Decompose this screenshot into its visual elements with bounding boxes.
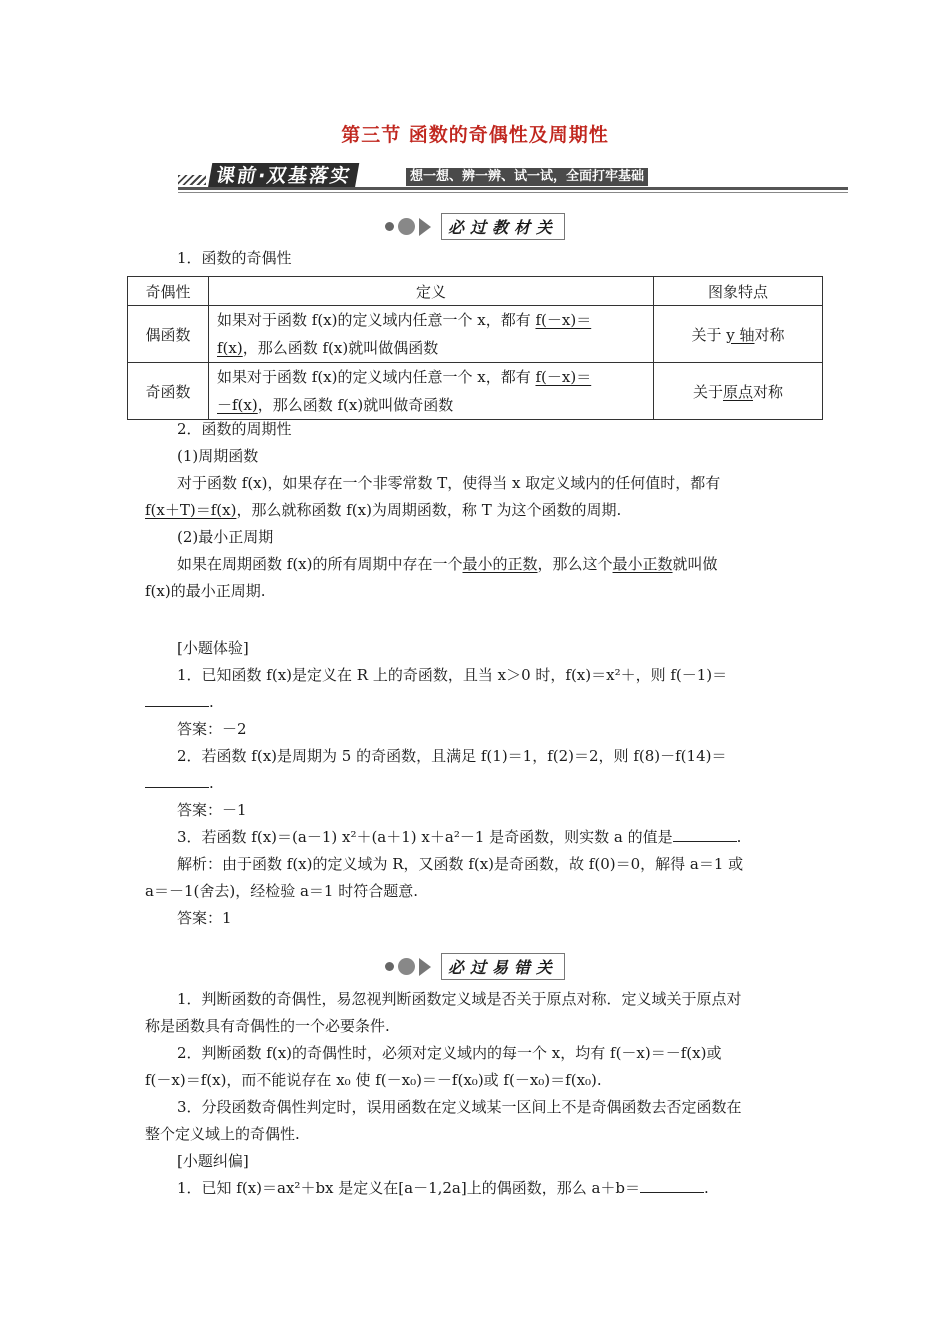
question-2-blank: . (145, 770, 810, 797)
answer-3: 答案：1 (177, 909, 232, 927)
bullet-circle-icon (398, 218, 415, 235)
section-header-textbook (0, 213, 950, 240)
bullet-circle-icon (398, 958, 415, 975)
subheading-parity: 1．函数的奇偶性 (177, 249, 292, 267)
table-header: 奇偶性 (128, 277, 209, 306)
arrow-right-icon (419, 218, 431, 236)
solution-3: 解析：由于函数 f(x)的定义域为 R，又函数 f(x)是奇函数，故 f(0)＝0，解得 a＝1 或 (177, 855, 744, 873)
table-cell-definition: 如果对于函数 f(x)的定义域内任意一个 x，都有 f(－x)＝ f(x)，那么函数 f(x)就叫做偶函数 (209, 306, 654, 363)
table-cell-definition: 如果对于函数 f(x)的定义域内任意一个 x，都有 f(－x)＝ －f(x)，那么函数 f(x)就叫做奇函数 (209, 363, 654, 420)
subheading-min-period: (2)最小正周期 (177, 528, 274, 546)
solution-3-cont: a＝－1(舍去)，经检验 a＝1 时符合题意. (145, 882, 418, 900)
answer-blank (640, 1178, 704, 1193)
table-row (128, 363, 823, 420)
paragraph-min-period-cont: f(x)的最小正周期. (145, 582, 266, 600)
pitfall-2: 2．判断函数 f(x)的奇偶性时，必须对定义域内的每一个 x，均有 f(－x)＝－f(x)或 (177, 1044, 722, 1062)
question-2: 2．若函数 f(x)是周期为 5 的奇函数，且满足 f(1)＝1，f(2)＝2，则 f(8)－f(14)＝ (177, 747, 727, 765)
pitfall-1: 1．判断函数的奇偶性，易忽视判断函数定义域是否关于原点对称．定义域关于原点对 (177, 990, 742, 1008)
page-title: 第三节 函数的奇偶性及周期性 (341, 124, 609, 146)
pitfall-2-cont: f(－x)＝f(x)，而不能说存在 x₀ 使 f(－x₀)＝－f(x₀)或 f(－x₀)＝f(x₀). (145, 1071, 602, 1089)
banner-rule-thin (178, 192, 848, 193)
table-cell-feature: 关于原点对称 (654, 363, 823, 420)
banner-main-label: 课前·双基落实 (208, 163, 360, 189)
table-cell-name: 奇函数 (128, 363, 209, 420)
subheading-periodic-function: (1)周期函数 (177, 447, 259, 465)
answer-blank (145, 692, 209, 707)
subheading-period: 2．函数的周期性 (177, 420, 292, 438)
pitfalls-block (145, 986, 810, 1202)
table-cell-feature: 关于 y 轴对称 (654, 306, 823, 363)
paragraph-min-period: 如果在周期函数 f(x)的所有周期中存在一个最小的正数，那么这个最小正数就叫做 (177, 555, 718, 573)
banner-sub-label: 想一想、辨一辨、试一试，全面打牢基础 (406, 168, 648, 186)
table-header-row (128, 277, 823, 306)
answer-blank (145, 773, 209, 788)
table-header: 图象特点 (654, 277, 823, 306)
bullet-dot-icon (385, 962, 394, 971)
banner-hatch (178, 175, 206, 185)
correction-1: 1．已知 f(x)＝ax²＋bx 是定义在[a－1,2a]上的偶函数，那么 a＋b＝ . (177, 1179, 709, 1197)
question-3: 3．若函数 f(x)＝(a－1) x²＋(a＋1) x＋a²－1 是奇函数，则实数 a 的值是 . (177, 828, 742, 846)
answer-2: 答案：－1 (177, 801, 247, 819)
section-banner (178, 163, 848, 195)
bullet-dot-icon (385, 222, 394, 231)
question-1-blank: . (145, 689, 810, 716)
paragraph-periodic-definition: 对于函数 f(x)，如果存在一个非零常数 T，使得当 x 取定义域内的任何值时，都有 (177, 474, 721, 492)
section-header-pitfalls (0, 953, 950, 980)
section-label: 必过教材关 (441, 213, 565, 240)
answer-1: 答案：－2 (177, 720, 247, 738)
banner-rule (178, 187, 848, 190)
periodicity-block (145, 416, 810, 605)
arrow-right-icon (419, 958, 431, 976)
table-header: 定义 (209, 277, 654, 306)
pitfall-3: 3．分段函数奇偶性判定时，误用函数在定义域某一区间上不是奇偶函数去否定函数在 (177, 1098, 742, 1116)
paragraph-periodic-definition-cont: f(x＋T)＝f(x)，那么就称函数 f(x)为周期函数，称 T 为这个函数的周期. (145, 501, 622, 519)
question-1: 1．已知函数 f(x)是定义在 R 上的奇函数，且当 x＞0 时，f(x)＝x²＋，则 f(－1)＝ (177, 666, 728, 684)
table-cell-name: 偶函数 (128, 306, 209, 363)
answer-blank (673, 827, 737, 842)
practice-block (145, 635, 810, 932)
pitfall-1-cont: 称是函数具有奇偶性的一个必要条件. (145, 1017, 390, 1035)
practice-heading: [小题体验] (177, 639, 249, 657)
pitfall-3-cont: 整个定义域上的奇偶性. (145, 1125, 300, 1143)
practice-heading: [小题纠偏] (177, 1152, 249, 1170)
section-label: 必过易错关 (441, 953, 565, 980)
table-row (128, 306, 823, 363)
parity-definition-table (127, 276, 823, 420)
